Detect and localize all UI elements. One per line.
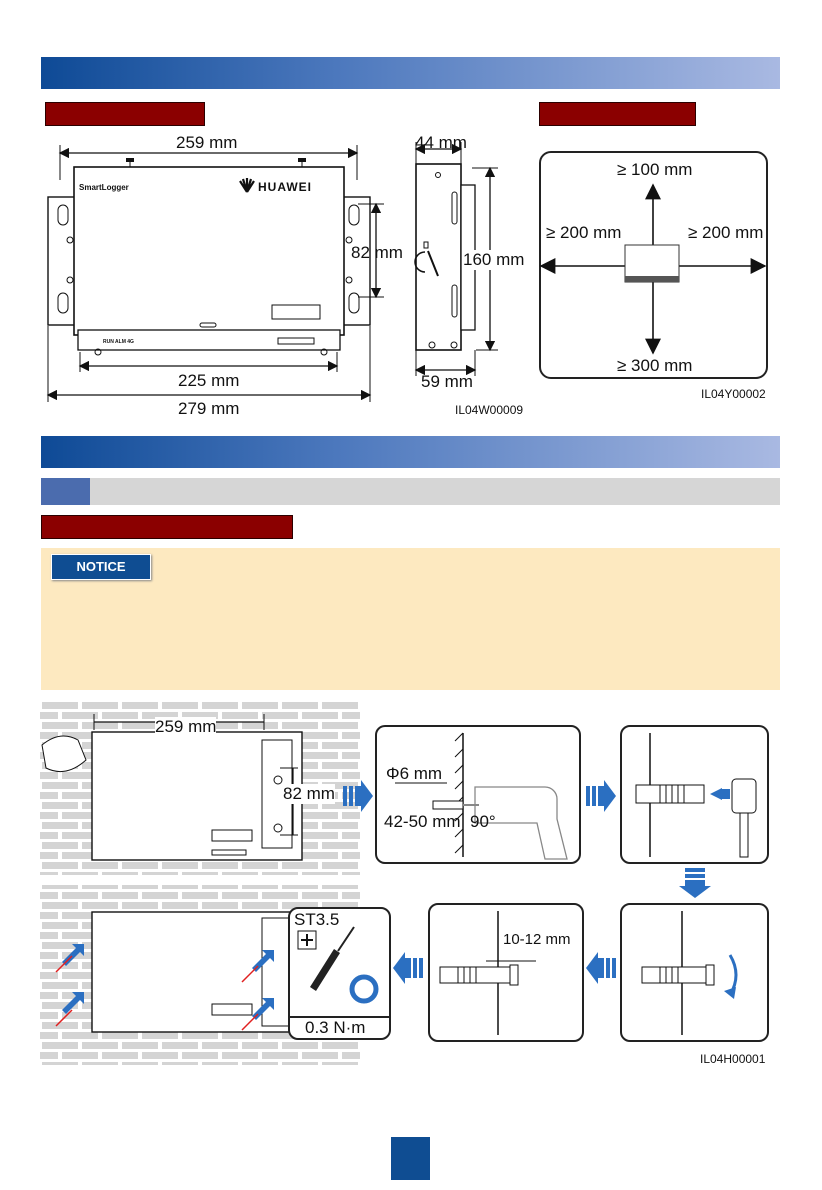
device-brand-label: SmartLogger: [79, 183, 129, 192]
step-arrow-1: [343, 780, 373, 812]
huawei-logo-icon: [237, 177, 257, 193]
dim-160: 160 mm: [463, 250, 525, 269]
tighten-illustration: [620, 903, 769, 1042]
step-arrow-4: [586, 952, 616, 984]
page-badge: [391, 1137, 430, 1180]
clearance-top: ≥ 100 mm: [617, 160, 693, 179]
gap-dimension: 10-12 mm: [503, 931, 571, 948]
install-figure-code: IL04H00001: [700, 1052, 766, 1066]
clearance-arrows: [539, 151, 768, 379]
dim-259: 259 mm: [176, 133, 238, 152]
step-bar: [41, 478, 780, 505]
hammer-illustration: [620, 725, 769, 864]
wall-dim-82: 82 mm: [283, 784, 335, 803]
space-figure-code: IL04Y00002: [701, 387, 766, 401]
drill-illustration: [375, 725, 581, 864]
screw-type: ST3.5: [294, 910, 340, 929]
step-arrow-3: [679, 868, 711, 898]
section-header-bar-1: [41, 57, 780, 89]
wall-dim-259: 259 mm: [155, 717, 217, 736]
step-number-badge: [41, 478, 90, 505]
notice-label: NOTICE: [51, 554, 151, 580]
dims-figure-code: IL04W00009: [455, 403, 524, 417]
dim-59: 59 mm: [421, 372, 473, 391]
installation-tag: [41, 515, 293, 539]
step-arrow-5: [393, 952, 423, 984]
section-header-bar-2: [41, 436, 780, 468]
dim-82: 82 mm: [351, 243, 403, 262]
step-arrow-2: [586, 780, 616, 812]
drill-angle: 90°: [470, 812, 496, 831]
dim-225: 225 mm: [178, 371, 240, 390]
drill-bit-size: Φ6 mm: [386, 764, 443, 783]
dimensions-tag: [45, 102, 205, 126]
device-logo-text: HUAWEI: [258, 180, 312, 194]
clearance-left: ≥ 200 mm: [546, 223, 622, 242]
dim-279: 279 mm: [178, 399, 240, 418]
drill-depth: 42-50 mm: [384, 812, 461, 831]
notice-box: [41, 548, 780, 690]
clearance-right: ≥ 200 mm: [688, 223, 764, 242]
dim-44: 44 mm: [415, 133, 467, 152]
gap-illustration: [428, 903, 584, 1042]
space-tag: [539, 102, 696, 126]
device-ports-label: RUN ALM 4G: [103, 339, 134, 345]
clearance-bottom: ≥ 300 mm: [617, 356, 693, 375]
screw-torque: 0.3 N·m: [305, 1018, 366, 1037]
